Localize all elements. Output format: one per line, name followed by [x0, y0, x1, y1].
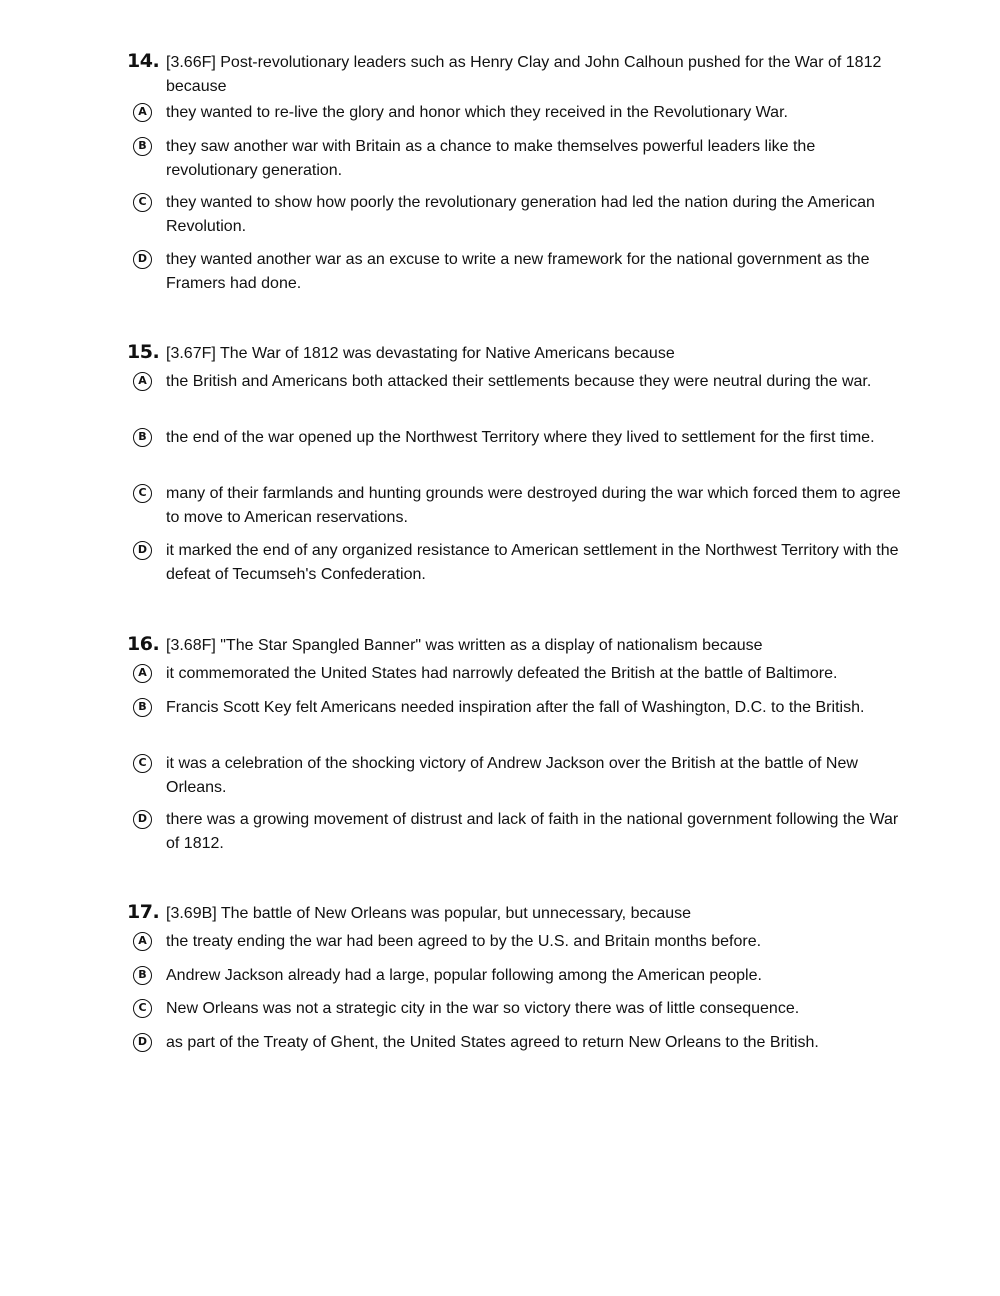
- question-stem: [3.66F] Post-revolutionary leaders such as Henry Clay and John Calhoun pushed for the War of 1812 because: [166, 54, 882, 95]
- answer-bubble-c[interactable]: C: [133, 999, 152, 1018]
- option-text: there was a growing movement of distrust and lack of faith in the national government following the War of 1812.: [166, 811, 899, 852]
- answer-bubble-d[interactable]: D: [133, 541, 152, 560]
- option-text: New Orleans was not a strategic city in the war so victory there was of little consequence.: [166, 1000, 800, 1017]
- option-text: they saw another war with Britain as a chance to make themselves powerful leaders like the revolutionary generation.: [166, 138, 816, 179]
- question-stem: [3.68F] "The Star Spangled Banner" was written as a display of nationalism because: [166, 637, 763, 654]
- option-text: Andrew Jackson already had a large, popular following among the American people.: [166, 967, 762, 984]
- answer-bubble-d[interactable]: D: [133, 250, 152, 269]
- option-text: it marked the end of any organized resistance to American settlement in the Northwest Territory with the defeat of Tecumseh's Confederation.: [166, 542, 899, 583]
- option-text: the treaty ending the war had been agreed to by the U.S. and Britain months before.: [166, 933, 762, 950]
- question-16: [0, 632, 1000, 852]
- answer-bubble-a[interactable]: A: [133, 932, 152, 951]
- option-text: they wanted to show how poorly the revolutionary generation had led the nation during the American Revolution.: [166, 194, 875, 235]
- answer-bubble-c[interactable]: C: [133, 484, 152, 503]
- answer-bubble-c[interactable]: C: [133, 754, 152, 773]
- question-number: 14.: [127, 50, 160, 72]
- question-number: 15.: [127, 341, 160, 363]
- option-text: many of their farmlands and hunting grounds were destroyed during the war which forced them to agree to move to American reservations.: [166, 485, 901, 526]
- option-text: the British and Americans both attacked their settlements because they were neutral during the war.: [166, 373, 872, 390]
- option-text: Francis Scott Key felt Americans needed inspiration after the fall of Washington, D.C. to the British.: [166, 699, 865, 716]
- question-stem: [3.67F] The War of 1812 was devastating for Native Americans because: [166, 345, 675, 362]
- question-stem: [3.69B] The battle of New Orleans was popular, but unnecessary, because: [166, 905, 692, 922]
- answer-bubble-b[interactable]: B: [133, 428, 152, 447]
- question-number: 17.: [127, 901, 160, 923]
- answer-bubble-a[interactable]: A: [133, 103, 152, 122]
- option-text: the end of the war opened up the Northwest Territory where they lived to settlement for the first time.: [166, 429, 875, 446]
- option-text: as part of the Treaty of Ghent, the United States agreed to return New Orleans to the British.: [166, 1034, 819, 1051]
- option-text: it commemorated the United States had narrowly defeated the British at the battle of Baltimore.: [166, 665, 838, 682]
- answer-bubble-a[interactable]: A: [133, 664, 152, 683]
- question-17: [0, 900, 1000, 1051]
- answer-bubble-d[interactable]: D: [133, 1033, 152, 1052]
- answer-bubble-b[interactable]: B: [133, 137, 152, 156]
- option-text: they wanted to re-live the glory and honor which they received in the Revolutionary War.: [166, 104, 788, 121]
- option-text: they wanted another war as an excuse to write a new framework for the national government as the Framers had done.: [166, 251, 870, 292]
- answer-bubble-a[interactable]: A: [133, 372, 152, 391]
- question-15: [0, 340, 1000, 583]
- question-number: 16.: [127, 633, 160, 655]
- question-14: [0, 49, 1000, 292]
- option-text: it was a celebration of the shocking victory of Andrew Jackson over the British at the battle of New Orleans.: [166, 755, 858, 796]
- answer-bubble-b[interactable]: B: [133, 698, 152, 717]
- answer-bubble-b[interactable]: B: [133, 966, 152, 985]
- answer-bubble-d[interactable]: D: [133, 810, 152, 829]
- answer-bubble-c[interactable]: C: [133, 193, 152, 212]
